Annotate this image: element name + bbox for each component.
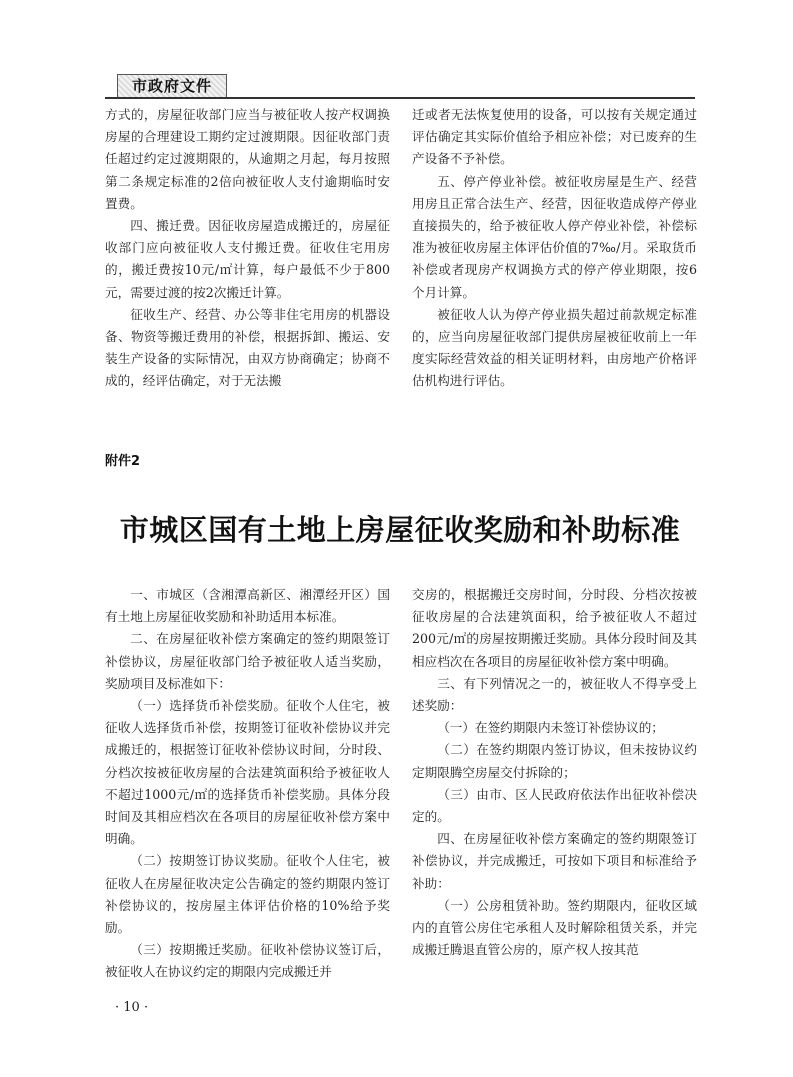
bottom-left-column — [105, 584, 390, 984]
paragraph: （三）按期搬迁奖励。征收补偿协议签订后，被征收人在协议约定的期限内完成搬迁并 — [105, 942, 390, 980]
paragraph: 方式的，房屋征收部门应当与被征收人按产权调换房屋的合理建设工期约定过渡期限。因征收部门责任超过约定过渡期限的，从逾期之月起，每月按照第二条规定标准的2倍向被征收人支付逾期临时安置费。 — [105, 107, 390, 211]
paragraph: 被征收人认为停产停业损失超过前款规定标准的，应当向房屋征收部门提供房屋被征收前上一年度实际经营效益的相关证明材料，由房地产价格评估机构进行评估。 — [412, 306, 697, 389]
paragraph: 一、市城区（含湘潭高新区、湘潭经开区）国有土地上房屋征收奖励和补助适用本标准。 — [105, 587, 390, 625]
top-right-column — [412, 104, 697, 393]
paragraph: 征收生产、经营、办公等非住宅用房的机器设备、物资等搬迁费用的补偿，根据拆卸、搬运、安装生产设备的实际情况，由双方协商确定；协商不成的，经评估确定，对于无法搬 — [105, 306, 390, 389]
section-tag: 市政府文件 — [117, 74, 227, 98]
running-header — [105, 68, 695, 98]
paragraph: 四、在房屋征收补偿方案确定的签约期限签订补偿协议，并完成搬迁，可按如下项目和标准给予补助： — [412, 831, 697, 891]
paragraph: 三、有下列情况之一的，被征收人不得享受上述奖励： — [412, 675, 697, 714]
paragraph: （二）在签约期限内签订协议，但未按协议约定期限腾空房屋交付拆除的； — [412, 742, 697, 780]
paragraph: （一）选择货币补偿奖励。征收个人住宅，被征收人选择货币补偿，按期签订征收补偿协议并完成搬迁的，根据签订征收补偿协议时间，分时段、分档次按被征收房屋的合法建筑面积给予被征收人不超过1000元/㎡的选择货币补偿奖励。具体分段时间及其相应档次在各项目的房屋征收补偿方案中明确。 — [105, 698, 390, 847]
bottom-right-column — [412, 584, 697, 961]
paragraph: 五、停产停业补偿。被征收房屋是生产、经营用房且正常合法生产、经营，因征收造成停产停业直接损失的，给予被征收人停产停业补偿，补偿标准为被征收房屋主体评估价值的7‰/月。采取货币补偿或者现房产权调换方式的停产停业期限，按6个月计算。 — [412, 173, 697, 300]
paragraph: 交房的，根据搬迁交房时间，分时段、分档次按被征收房屋的合法建筑面积，给予被征收人不超过200元/㎡的房屋按期搬迁奖励。具体分段时间及其相应档次在各项目的房屋征收补偿方案中明确。 — [412, 587, 697, 669]
paragraph: （三）由市、区人民政府依法作出征收补偿决定的。 — [412, 786, 697, 825]
paragraph: 二、在房屋征收补偿方案确定的签约期限签订补偿协议，房屋征收部门给予被征收人适当奖励，奖励项目及标准如下： — [105, 631, 390, 691]
paragraph: （二）按期签订协议奖励。征收个人住宅，被征收人在房屋征收决定公告确定的签约期限内签订补偿协议的，按房屋主体评估价格的10%给予奖励。 — [105, 853, 390, 936]
page-number: · 10 · — [115, 1000, 149, 1015]
attachment-label: 附件2 — [105, 454, 141, 469]
paragraph: 迁或者无法恢复使用的设备，可以按有关规定通过评估确定其实际价值给予相应补偿；对已废弃的生产设备不予补偿。 — [412, 107, 697, 167]
paragraph: （一）公房租赁补助。签约期限内，征收区域内的直管公房住宅承租人及时解除租赁关系，并完成搬迁腾退直管公房的，原产权人按其范 — [412, 897, 697, 958]
header-rule — [105, 97, 695, 99]
document-title: 市城区国有土地上房屋征收奖励和补助标准 — [119, 513, 681, 547]
paragraph: 四、搬迁费。因征收房屋造成搬迁的，房屋征收部门应向被征收人支付搬迁费。征收住宅用房的，搬迁费按10元/㎡计算，每户最低不少于800元，需要过渡的按2次搬迁计算。 — [105, 218, 390, 300]
paragraph: （一）在签约期限内未签订补偿协议的； — [437, 720, 664, 736]
top-left-column — [105, 104, 390, 393]
